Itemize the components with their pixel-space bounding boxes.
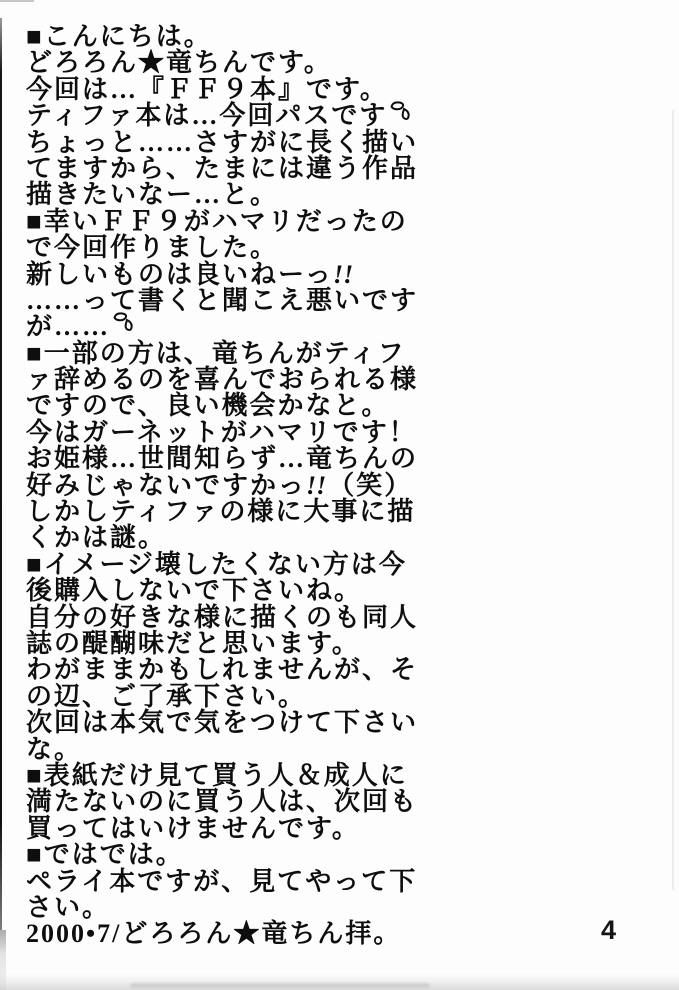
text-line: 満たないのに買う人は、次回も <box>26 787 419 817</box>
text-line: ■イメージ壊したくない方は今 <box>26 549 407 579</box>
text-line: ペライ本ですが、見てやって下 <box>26 866 418 896</box>
text-line: ■幸いＦＦ９がハマリだったの <box>26 206 408 236</box>
text-line: しかしティファの様に大事に描 <box>26 497 416 527</box>
text-line: 誌の醍醐味だと思います。 <box>26 628 360 658</box>
scan-top-edge-smudge <box>0 0 34 2</box>
scan-bottom-smudge <box>130 983 430 988</box>
text-line: ァ辞めるのを喜んでおられる様 <box>26 365 419 395</box>
scan-left-edge-line <box>0 18 2 930</box>
text-line: ■ではでは。 <box>26 840 184 870</box>
text-line: ■一部の方は、竜ちんがティフ <box>26 338 406 368</box>
text-line: 今はガーネットがハマリです！ <box>26 417 417 447</box>
text-line: 買ってはいけませんです。 <box>26 813 360 843</box>
afterword-text-column <box>26 24 456 948</box>
text-line: てますから、たまには違う作品 <box>26 153 419 183</box>
text-line: ■こんにちは。 <box>26 22 212 51</box>
text-line: わがままかもしれませんが、そ <box>26 655 419 685</box>
text-line: 新しいものは良いねーっ!! <box>26 259 354 289</box>
text-line: さい。 <box>26 892 111 922</box>
text-line: 描きたいなー…と。 <box>26 180 279 210</box>
text-line: ■表紙だけ見て買う人＆成人に <box>26 760 408 790</box>
text-line: ちょっと……さすがに長く描い <box>26 127 419 157</box>
page-number: 4 <box>601 915 617 945</box>
sweat-drop-icon <box>388 99 414 123</box>
text-line: ティファ本は…今回パスです <box>26 103 456 129</box>
text-line: お姫様…世間知らず…竜ちんの <box>26 444 419 474</box>
text-line: ですので、良い機会かなと。 <box>26 391 390 421</box>
text-line: 今回は…『ＦＦ９本』です。 <box>26 74 388 104</box>
text-line: で今回作りました。 <box>26 233 279 263</box>
text-line: くかは謎。 <box>26 523 167 553</box>
sweat-drop-icon <box>111 310 137 334</box>
text-line: が…… <box>26 314 456 340</box>
text-line: ……って書くと聞こえ悪いです <box>26 285 419 315</box>
text-line: 2000•7/どろろん★竜ちん拝。 <box>26 919 402 949</box>
text-line: 次回は本気で気をつけて下さい <box>26 708 419 738</box>
text-line: 自分の好きな様に描くのも同人 <box>26 602 419 632</box>
scan-right-edge-streak <box>672 110 674 890</box>
text-line: どろろん★竜ちんです。 <box>26 48 332 78</box>
text-line: 後購入しないで下さいね。 <box>26 576 363 606</box>
text-line: 好みじゃないですかっ!!（笑） <box>26 470 413 500</box>
text-line: な。 <box>26 734 83 764</box>
text-line: の辺、ご了承下さい。 <box>26 681 307 711</box>
